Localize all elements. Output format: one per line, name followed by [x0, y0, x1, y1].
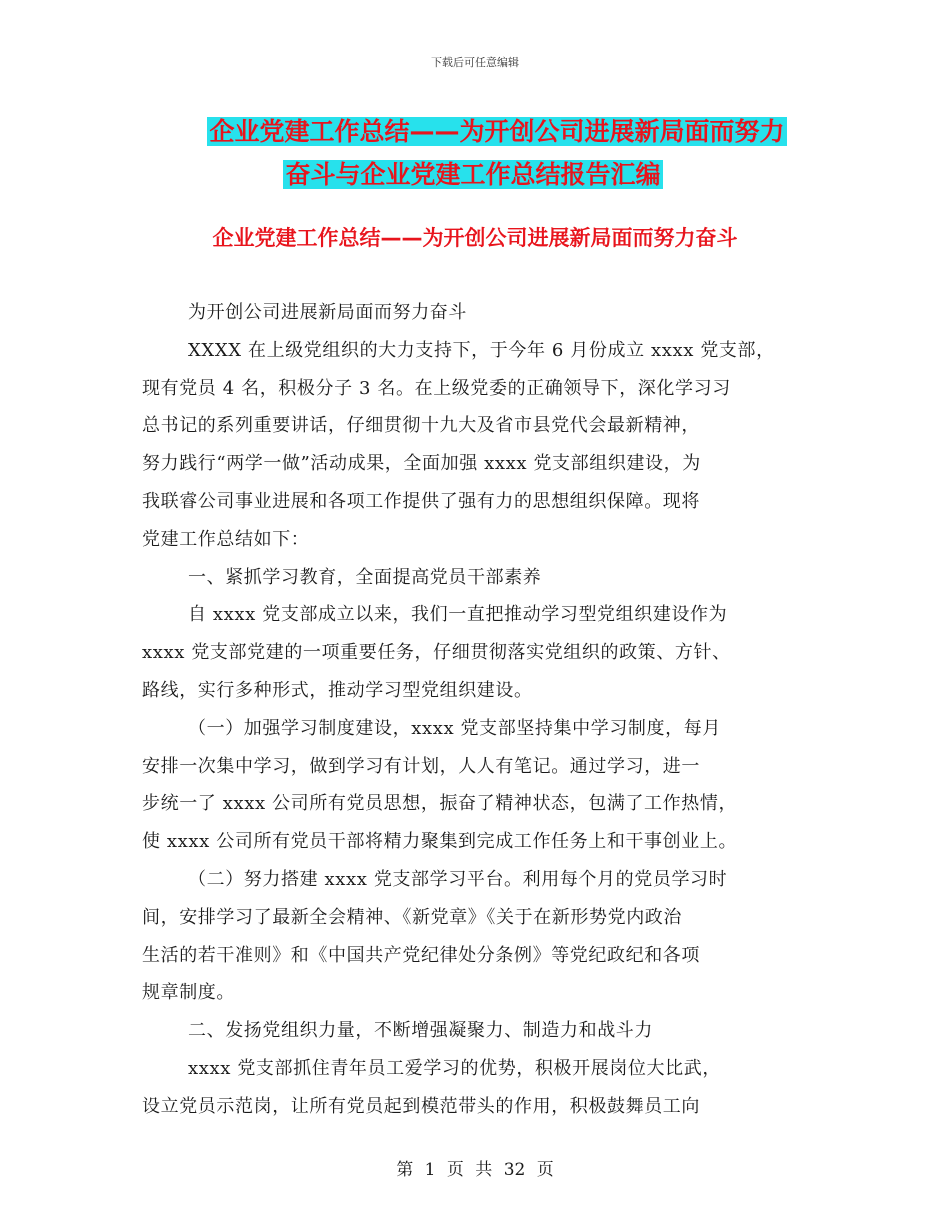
- paragraph-line: （二）努力搭建 xxxx 党支部学习平台。利用每个月的党员学习时: [188, 868, 728, 890]
- document-title-line-2: [0, 157, 948, 193]
- paragraph-line: 生活的若干准则》和《中国共产党纪律处分条例》等党纪政纪和各项: [142, 944, 700, 966]
- paragraph-line: 路线，实行多种形式，推动学习型党组织建设。: [142, 679, 533, 701]
- paragraph-line: （一）加强学习制度建设，xxxx 党支部坚持集中学习制度，每月: [188, 717, 721, 739]
- title-highlight-2: 奋斗与企业党建工作总结报告汇编: [285, 160, 661, 189]
- body-text: [142, 294, 822, 1126]
- document-title-line-1: [22, 114, 950, 150]
- paragraph-line: 党建工作总结如下：: [142, 528, 310, 550]
- section-heading-line: 二、发扬党组织力量，不断增强凝聚力、制造力和战斗力: [188, 1020, 653, 1042]
- section-heading-line: 一、紧抓学习教育，全面提高党员干部素养: [188, 566, 542, 588]
- paragraph-line: 使 xxxx 公司所有党员干部将精力聚集到完成工作任务上和干事创业上。: [142, 831, 738, 853]
- paragraph-line: 努力践行“两学一做”活动成果，全面加强 xxxx 党支部组织建设，为: [142, 453, 701, 475]
- paragraph-line: 步统一了 xxxx 公司所有党员思想，振奋了精神状态，包满了工作热情，: [142, 793, 738, 815]
- paragraph-line: xxxx 党支部党建的一项重要任务，仔细贯彻落实党组织的政策、方针、: [142, 642, 731, 664]
- paragraph-line: 设立党员示范岗，让所有党员起到模范带头的作用，积极鼓舞员工向: [142, 1095, 700, 1117]
- page-footer: 第 1 页 共 32 页: [396, 1160, 554, 1180]
- paragraph-line: 为开创公司进展新局面而努力奋斗: [188, 302, 467, 323]
- paragraph-line: xxxx 党支部抓住青年员工爱学习的优势，积极开展岗位大比武，: [188, 1057, 721, 1079]
- paragraph-line: 安排一次集中学习，做到学习有计划，人人有笔记。通过学习，进一: [142, 755, 700, 777]
- header-note: 下载后可任意编辑: [431, 56, 519, 69]
- paragraph-line: 间，安排学习了最新全会精神、《新党章》《关于在新形势党内政治: [142, 906, 682, 928]
- paragraph-line: XXXX 在上级党组织的大力支持下，于今年 6 月份成立 xxxx 党支部，: [188, 339, 775, 361]
- paragraph-line: 我联睿公司事业进展和各项工作提供了强有力的思想组织保障。现将: [142, 490, 700, 512]
- title-highlight-1: 企业党建工作总结——为开创公司进展新局面而努力: [209, 117, 785, 146]
- paragraph-line: 自 xxxx 党支部成立以来，我们一直把推动学习型党组织建设作为: [188, 604, 728, 626]
- paragraph-line: 现有党员 4 名，积极分子 3 名。在上级党委的正确领导下，深化学习习: [142, 377, 731, 399]
- paragraph-line: 规章制度。: [142, 982, 235, 1004]
- paragraph-line: 总书记的系列重要讲话，仔细贯彻十九大及省市县党代会最新精神，: [142, 415, 700, 437]
- section-title: 企业党建工作总结——为开创公司进展新局面而努力奋斗: [212, 226, 738, 250]
